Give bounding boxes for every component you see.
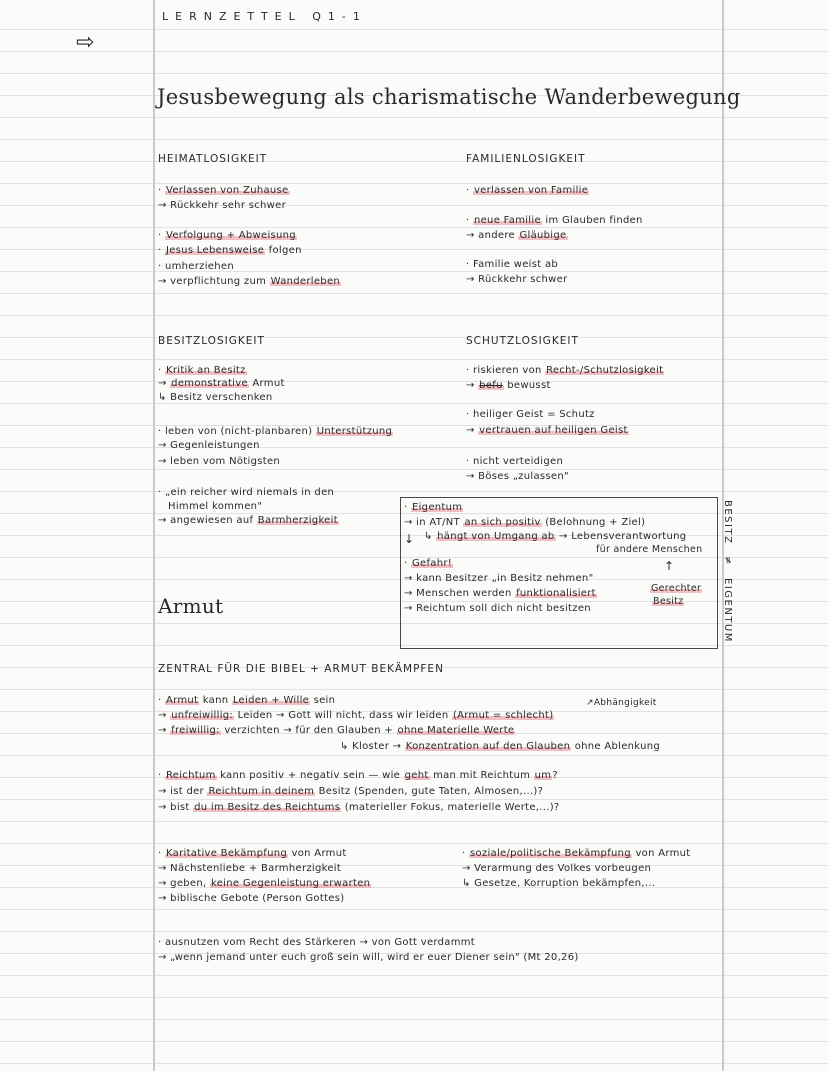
note-text: Gegenleistungen [170,440,260,451]
note-line: · Verlassen von Zuhause [158,185,289,196]
highlight: Eigentum [411,502,463,513]
note-text: Familie weist ab [472,259,559,270]
highlight: Wanderleben [270,276,341,287]
note-text: sein [313,695,336,706]
note-line: ↳ Gesetze, Korruption bekämpfen,... [462,878,656,889]
note-text: andere [478,230,515,241]
note-line: → Reichtum soll dich nicht besitzen [404,603,591,614]
highlight: demonstrative [171,378,248,389]
note-text: Verarmung des Volkes vorbeugen [474,863,652,874]
note-text: Gesetze, Korruption bekämpfen,... [474,878,656,889]
highlight: verlassen von Familie [473,185,589,196]
highlight: Karitative Bekämpfung [165,848,288,859]
note-line: → verpflichtung zum Wanderleben [158,276,341,287]
highlight: funktionalisiert [516,588,596,599]
note-line: · soziale/politische Bekämpfung von Armut [462,848,691,859]
highlight: Jesus Lebensweise [165,245,265,256]
note-line: → geben, keine Gegenleistung erwarten [158,878,371,889]
note-line [596,543,702,556]
side-label [722,500,742,643]
highlight: Reichtum [165,770,216,781]
note-line: → leben vom Nötigsten [158,456,281,467]
down-arrow-icon: ↓ [404,532,415,546]
highlight: Armut [165,695,199,706]
note-text: verpflichtung zum [170,276,267,287]
note-text: geben, [170,878,207,889]
note-line: · Jesus Lebensweise folgen [158,245,302,256]
note-line: → ist der Reichtum in deinem Besitz (Spenden, gute Taten, Almosen,...)? [158,786,544,797]
note-line: · Gefahr! [404,558,453,569]
highlight: Verlassen von Zuhause [165,185,289,196]
left-margin-line [153,0,155,1071]
note-line: · riskieren von Recht-/Schutzlosigkeit [466,365,664,376]
note-line: · nicht verteidigen [466,456,564,467]
note-text: „wenn jemand unter euch groß sein will, wird er euer Diener sein" (Mt 20,26) [170,952,579,963]
note-text: Böses „zulassen" [478,471,569,482]
highlight: Reichtum in deinem [208,786,315,797]
note-text: von Armut [291,848,347,859]
note-line: → freiwillig: verzichten → für den Glauben + ohne Materielle Werte [158,725,515,736]
note-text: bist [170,802,190,813]
note-line: ↳ hängt von Umgang ab → Lebensverantwortung [424,531,687,542]
note-text: riskieren von [472,365,542,376]
note-line: · Verfolgung + Abweisung [158,230,296,241]
highlight: (Armut = schlecht) [452,710,554,721]
note-text: Lebensverantwortung [571,531,687,542]
note-line: · „ein reicher wird niemals in den [158,487,335,498]
note-text: Abhängigkeit [593,698,657,708]
note-line [650,582,702,595]
note-line: · leben von (nicht-planbaren) Unterstützung [158,426,393,437]
note-text: für andere Menschen [596,544,703,555]
note-text: Nächstenliebe + Barmherzigkeit [170,863,342,874]
note-text: heiliger Geist = Schutz [472,409,595,420]
note-text: angewiesen auf [170,515,254,526]
highlight: Barmherzigkeit [257,515,338,526]
heading-familienlosigkeit: FAMILIENLOSIGKEIT [466,153,586,165]
note-line: · verlassen von Familie [466,185,589,196]
highlight: hängt von Umgang ab [437,531,555,542]
note-line: → Rückkehr schwer [466,274,568,285]
note-text: (Belohnung + Ziel) [545,517,646,528]
note-text: ist der [170,786,204,797]
side-label-neq: ≠ [722,556,733,567]
heading-besitzlosigkeit: BESITZLOSIGKEIT [158,335,265,347]
note-text: kann [202,695,229,706]
note-line: · Kritik an Besitz [158,365,246,376]
highlight: unfreiwillig: [171,710,234,721]
highlight: Gefahr! [411,558,453,569]
arrow-right-icon: ⇨ [76,30,95,55]
note-text: leben von (nicht-planbaren) [164,426,313,437]
note-text: Leiden → Gott will nicht, dass wir leiden [237,710,449,721]
note-line: → biblische Gebote (Person Gottes) [158,893,345,904]
note-text: verzichten → für den Glauben + [224,725,394,736]
note-line: · Armut kann Leiden + Wille sein [158,695,336,706]
note-text: ohne Ablenkung [574,741,661,752]
note-text: folgen [268,245,302,256]
highlight: Leiden + Wille [232,695,310,706]
note-text: „ein reicher wird niemals in den [164,487,335,498]
note-text: Rückkehr schwer [478,274,568,285]
note-line: · Familie weist ab [466,259,559,270]
note-line: · Eigentum [404,502,463,513]
note-line: → Rückkehr sehr schwer [158,200,286,211]
note-text: Himmel kommen" [168,501,263,512]
note-text: umherziehen [164,261,234,272]
sheet-title: LERNZETTEL Q1-1 [162,10,367,23]
note-line: ↳ Kloster → Konzentration auf den Glauben ohne Ablenkung [340,741,661,752]
note-text: biblische Gebote (Person Gottes) [170,893,345,904]
highlight: Besitz [653,596,684,607]
highlight: du im Besitz des Reichtums [194,802,341,813]
note-line: · ausnutzen vom Recht des Stärkeren → von Gott verdammt [158,937,476,948]
heading-heimatlosigkeit: HEIMATLOSIGKEIT [158,153,268,165]
highlight: geht [404,770,429,781]
note-text: Menschen werden [416,588,512,599]
note-line: → angewiesen auf Barmherzigkeit [158,515,338,526]
note-line: · umherziehen [158,261,234,272]
note-line: · neue Familie im Glauben finden [466,215,643,226]
highlight: an sich positiv [464,517,541,528]
side-label-eigentum: EIGENTUM [722,578,733,644]
note-text: (materieller Fokus, materielle Werte,...)? [344,802,560,813]
highlight: Konzentration auf den Glauben [405,741,571,752]
note-text: von Armut [635,848,691,859]
note-line: ↳ Besitz verschenken [158,392,273,403]
note-line: → andere Gläubige [466,230,567,241]
up-arrow-icon: ↑ [664,559,675,573]
note-text: ? [552,770,558,781]
heading-zentral: ZENTRAL FÜR DIE BIBEL + ARMUT BEKÄMPFEN [158,663,444,675]
heading-schutzlosigkeit: SCHUTZLOSIGKEIT [466,335,579,347]
note-line: · Karitative Bekämpfung von Armut [158,848,347,859]
note-text: Armut [252,378,285,389]
highlight: Verfolgung + Abweisung [165,230,296,241]
note-text: kann positiv + negativ sein — wie [220,770,401,781]
note-text: ausnutzen vom Recht des Stärkeren → von Gott verdammt [164,937,476,948]
side-label-besitz: BESITZ [722,500,733,545]
note-line: → Gegenleistungen [158,440,260,451]
note-text: im Glauben finden [545,215,643,226]
highlight: Unterstützung [316,426,393,437]
note-line: → Böses „zulassen" [466,471,569,482]
note-text: kann Besitzer „in Besitz nehmen" [416,573,594,584]
highlight: Gläubige [519,230,567,241]
note-line: → kann Besitzer „in Besitz nehmen" [404,573,594,584]
armut-label: Armut [158,594,224,618]
note-line: ↗Abhängigkeit [586,698,657,708]
note-line: → Nächstenliebe + Barmherzigkeit [158,863,342,874]
note-text: Rückkehr sehr schwer [170,200,286,211]
note-text: Reichtum soll dich nicht besitzen [416,603,591,614]
note-line: · Reichtum kann positiv + negativ sein — wie geht man mit Reichtum um? [158,770,558,781]
highlight: Gerechter [651,583,702,594]
highlight: soziale/politische Bekämpfung [469,848,631,859]
note-text: Besitz verschenken [170,392,273,403]
note-text: nicht verteidigen [472,456,564,467]
note-line: → Verarmung des Volkes vorbeugen [462,863,652,874]
highlight: keine Gegenleistung erwarten [210,878,371,889]
highlight: neue Familie [473,215,541,226]
note-line: → demonstrative Armut [158,378,285,389]
note-text: man mit Reichtum [433,770,531,781]
note-text: leben vom Nötigsten [170,456,281,467]
note-line [652,595,684,608]
highlight: Kritik an Besitz [165,365,246,376]
note-line: → befu bewusst [466,380,551,391]
highlight: vertrauen auf heiligen Geist [479,425,628,436]
note-line [168,500,262,513]
note-line: → vertrauen auf heiligen Geist [466,425,628,436]
note-line: · heiliger Geist = Schutz [466,409,595,420]
page-title: Jesusbewegung als charismatische Wanderbewegung [157,85,741,109]
highlight: freiwillig: [171,725,220,736]
note-text: Besitz (Spenden, gute Taten, Almosen,...)? [318,786,544,797]
note-line: → bist du im Besitz des Reichtums (materieller Fokus, materielle Werte,...)? [158,802,560,813]
highlight: Recht-/Schutzlosigkeit [546,365,664,376]
highlight: ohne Materielle Werte [397,725,515,736]
note-line: → „wenn jemand unter euch groß sein will, wird er euer Diener sein" (Mt 20,26) [158,952,579,963]
note-text: bewusst [507,380,551,391]
note-line: → unfreiwillig: Leiden → Gott will nicht, dass wir leiden (Armut = schlecht) [158,710,554,721]
highlight: um [534,770,552,781]
note-text: in AT/NT [416,517,460,528]
note-line: → Menschen werden funktionalisiert [404,588,596,599]
struck-text: befu [479,380,503,391]
note-text: Kloster → [352,741,402,752]
note-line: → in AT/NT an sich positiv (Belohnung + Ziel) [404,517,646,528]
